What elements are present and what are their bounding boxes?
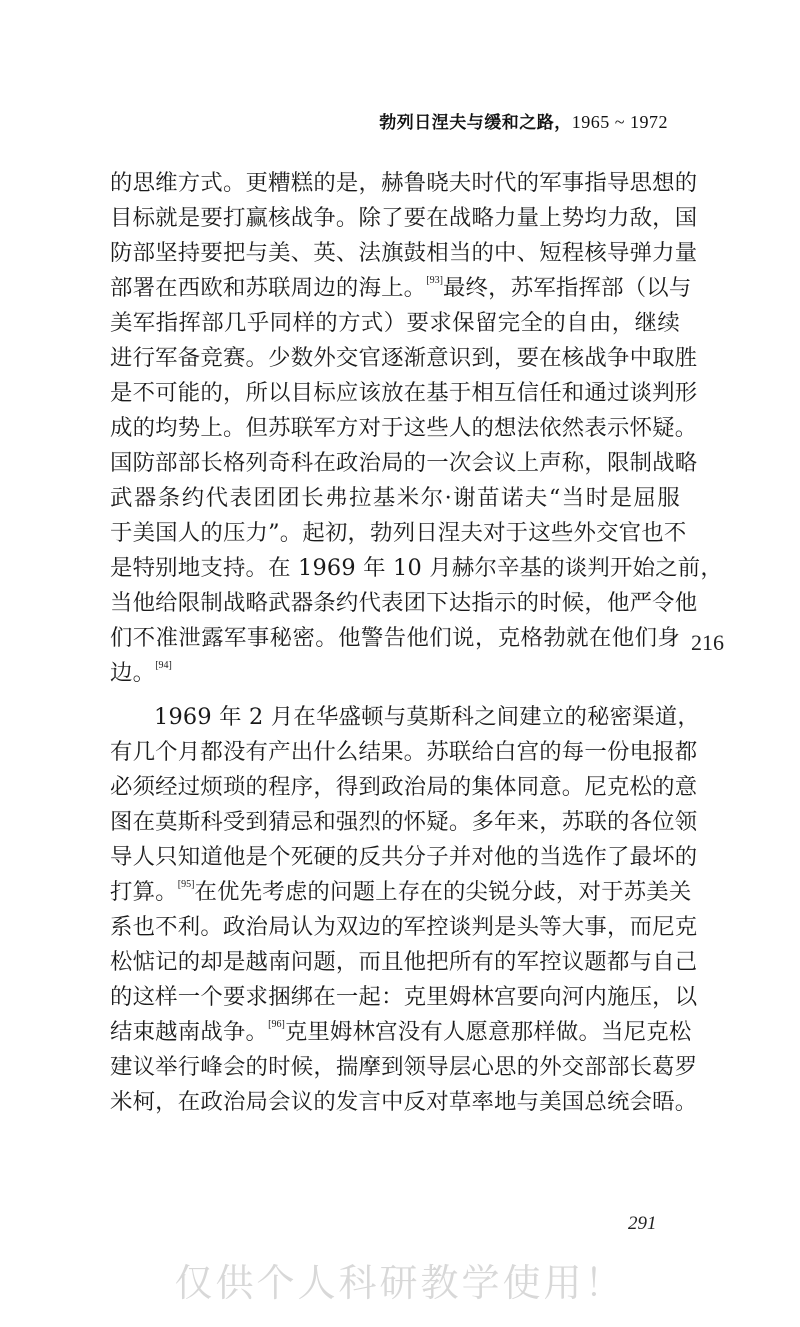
text-line: 打算。[95]在优先考虑的问题上存在的尖锐分歧，对于苏美关	[110, 879, 692, 905]
footnote-marker[interactable]: [93]	[426, 275, 443, 286]
text-line: 防部坚持要把与美、英、法旗鼓相当的中、短程核导弹力量	[110, 240, 698, 266]
text-line: 导人只知道他是个死硬的反共分子并对他的当选作了最坏的	[110, 844, 698, 870]
footnote-marker[interactable]: [94]	[155, 660, 172, 671]
running-head-title: 勃列日涅夫与缓和之路，	[379, 113, 572, 133]
text-line: 的这样一个要求捆绑在一起：克里姆林宫要向河内施压，以	[110, 984, 698, 1010]
text-line: 国防部部长格列奇科在政治局的一次会议上声称，限制战略	[110, 450, 698, 476]
text-line: 有几个月都没有产出什么结果。苏联给白宫的每一份电报都	[110, 739, 698, 765]
text-line: 结束越南战争。[96]克里姆林宫没有人愿意那样做。当尼克松	[110, 1019, 692, 1045]
text-line: 目标就是要打赢核战争。除了要在战略力量上势均力敌，国	[110, 205, 698, 231]
text-line: 的思维方式。更糟糕的是，赫鲁晓夫时代的军事指导思想的	[110, 170, 698, 196]
footnote-marker[interactable]: [95]	[177, 879, 195, 890]
original-page-marker: 216	[691, 630, 724, 655]
watermark: 仅供个人科研教学使用！	[174, 1261, 626, 1305]
text-line: 松惦记的却是越南问题，而且他把所有的军控议题都与自己	[110, 949, 698, 975]
text-line: 系也不利。政治局认为双边的军控谈判是头等大事，而尼克	[110, 914, 698, 940]
text-line: 必须经过烦琐的程序，得到政治局的集体同意。尼克松的意	[110, 774, 698, 800]
text-line: 武器条约代表团团长弗拉基米尔·谢苗诺夫“当时是屈服	[110, 485, 680, 511]
page-number: 291	[628, 1213, 657, 1234]
text-line: 当他给限制战略武器条约代表团下达指示的时候，他严令他	[110, 590, 698, 616]
running-head-years: 1965 ~ 1972	[571, 112, 668, 132]
text-line: 是特别地支持。在 1969 年 10 月赫尔辛基的谈判开始之前，	[110, 555, 723, 581]
text-line: 们不准泄露军事秘密。他警告他们说，克格勃就在他们身	[110, 625, 680, 651]
text-line: 成的均势上。但苏联军方对于这些人的想法依然表示怀疑。	[110, 415, 698, 441]
text-line: 边。[94]	[110, 660, 172, 686]
text-line: 部署在西欧和苏联周边的海上。[93]最终，苏军指挥部（以与	[110, 275, 692, 301]
running-head	[379, 108, 668, 133]
text-line: 米柯，在政治局会议的发言中反对草率地与美国总统会晤。	[110, 1089, 698, 1115]
text-line: 美军指挥部几乎同样的方式）要求保留完全的自由，继续	[110, 310, 680, 336]
text-line: 1969 年 2 月在华盛顿与莫斯科之间建立的秘密渠道，	[154, 704, 700, 730]
footnote-marker[interactable]: [96]	[268, 1019, 285, 1030]
text-line: 进行军备竞赛。少数外交官逐渐意识到，要在核战争中取胜	[110, 345, 698, 371]
paragraph-gap	[110, 691, 680, 700]
text-line: 是不可能的，所以目标应该放在基于相互信任和通过谈判形	[110, 380, 698, 406]
text-line: 于美国人的压力”。起初，勃列日涅夫对于这些外交官也不	[110, 520, 687, 546]
text-line: 建议举行峰会的时候，揣摩到领导层心思的外交部部长葛罗	[110, 1054, 698, 1080]
text-line: 图在莫斯科受到猜忌和强烈的怀疑。多年来，苏联的各位领	[110, 809, 698, 835]
